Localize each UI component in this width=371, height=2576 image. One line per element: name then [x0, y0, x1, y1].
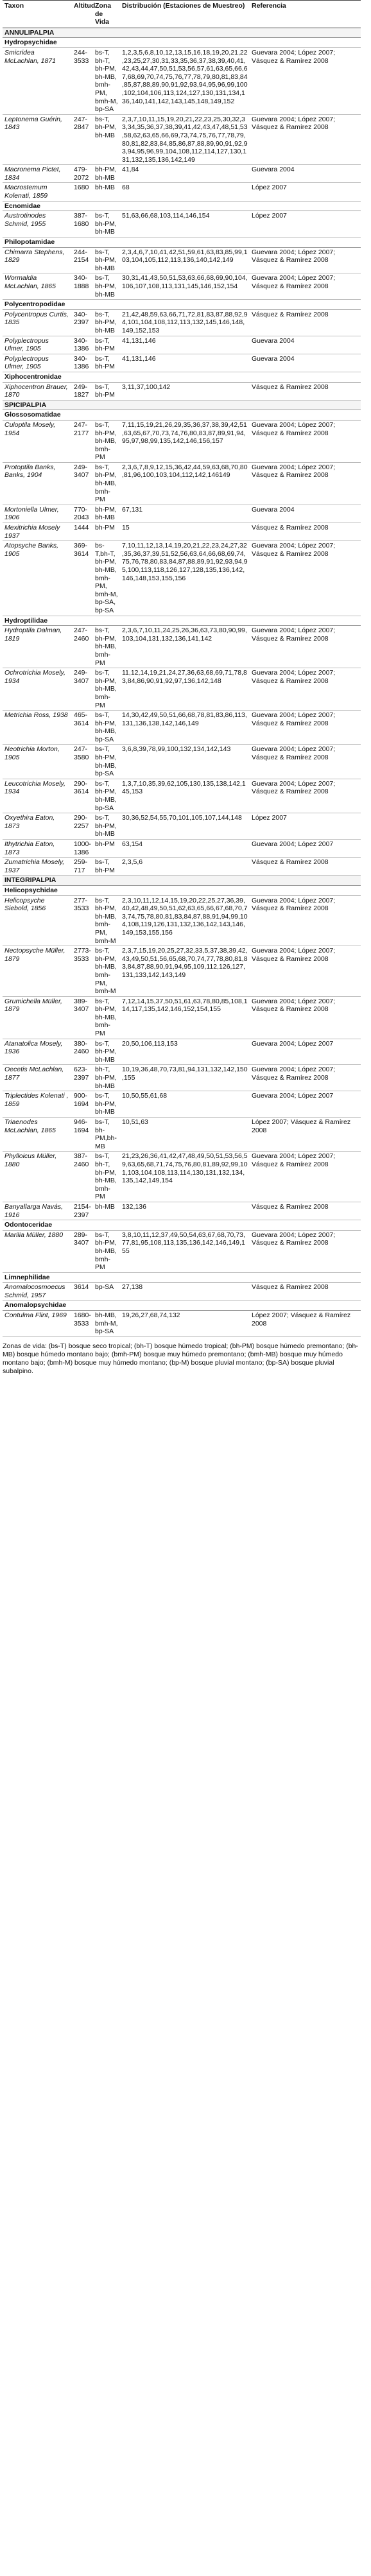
- reference-cell: Guevara 2004; López 2007: [250, 1091, 361, 1118]
- header-distribucion: Distribución (Estaciones de Muestreo): [120, 1, 250, 28]
- zona-cell: bs-T, bh-PM, bh-MB, bmh-PM: [93, 668, 120, 711]
- order-row: [3, 876, 361, 886]
- reference-cell: Guevara 2004: [250, 505, 361, 523]
- distribution-cell: 63,154: [120, 840, 250, 858]
- distribution-cell: 2,3,10,11,12,14,15,19,20,22,25,27,36,39,40,42,48,49,50,51,62,63,65,66,67,68,70,73,74,75,78,80,81,83,84,87,88,91,94,99,104,108,119,126,131,132,136,142,143,146,149,153,155,156: [120, 895, 250, 946]
- taxon-cell: Protoptila Banks, Banks, 1904: [3, 462, 72, 505]
- family-name: Helicopsychidae: [3, 885, 361, 895]
- reference-cell: Guevara 2004; López 2007; Vásquez & Ramírez 2008: [250, 247, 361, 273]
- reference-cell: López 2007; Vásquez & Ramírez 2008: [250, 1311, 361, 1337]
- table-row: [3, 1065, 361, 1091]
- distribution-cell: 2,3,7,15,19,20,25,27,32,33,5,37,38,39,42,43,49,50,51,56,65,68,70,74,77,78,80,81,83,84,87,88,90,91,94,95,109,112,126,127,131,133,142,143,149: [120, 946, 250, 997]
- table-row: [3, 541, 361, 616]
- taxon-cell: Chimarra Stephens, 1829: [3, 247, 72, 273]
- altitud-cell: 3614: [72, 1283, 93, 1301]
- taxon-cell: Triaenodes McLachlan, 1865: [3, 1118, 72, 1152]
- zona-cell: bh-MB: [93, 1202, 120, 1220]
- altitud-cell: 247-2847: [72, 114, 93, 165]
- table-row: [3, 626, 361, 668]
- distribution-cell: 3,8,10,11,12,37,49,50,54,63,67,68,70,73,77,81,95,108,113,135,136,142,146,149,155: [120, 1230, 250, 1272]
- altitud-cell: 1680: [72, 183, 93, 201]
- zona-cell: bs-T, bh-PM, bh-MB: [93, 813, 120, 840]
- order-name: INTEGRIPALPIA: [3, 876, 361, 886]
- reference-cell: Vásquez & Ramírez 2008: [250, 1202, 361, 1220]
- taxon-cell: Mexitrichia Mosely 1937: [3, 523, 72, 541]
- table-row: [3, 309, 361, 336]
- reference-cell: Guevara 2004; López 2007; Vásquez & Ramírez 2008: [250, 745, 361, 779]
- table-row: [3, 505, 361, 523]
- table-row: [3, 114, 361, 165]
- table-row: [3, 813, 361, 840]
- altitud-cell: 389-3407: [72, 996, 93, 1039]
- zona-cell: bh-T, bh-PM, bh-MB: [93, 1065, 120, 1091]
- zona-cell: bh-PM: [93, 840, 120, 858]
- table-row: [3, 745, 361, 779]
- altitud-cell: 479-2072: [72, 165, 93, 183]
- altitud-cell: 247-3580: [72, 745, 93, 779]
- header-altitud: Altitud: [72, 1, 93, 28]
- reference-cell: López 2007: [250, 183, 361, 201]
- table-row: [3, 946, 361, 997]
- table-row: [3, 273, 361, 300]
- family-row: [3, 1272, 361, 1283]
- family-row: [3, 201, 361, 211]
- distribution-cell: 20,50,106,113,153: [120, 1039, 250, 1065]
- zona-cell: bh-MB, bmh-M, bp-SA: [93, 1311, 120, 1337]
- taxon-cell: Wormaldia McLachlan, 1865: [3, 273, 72, 300]
- table-row: [3, 523, 361, 541]
- zona-cell: bs-T, bh-PM,bh-MB: [93, 1118, 120, 1152]
- altitud-cell: 900-1694: [72, 1091, 93, 1118]
- table-row: [3, 1311, 361, 1337]
- taxon-cell: Polyplectropus Ulmer, 1905: [3, 336, 72, 354]
- zona-cell: bs-T, bh-PM, bh-MB: [93, 247, 120, 273]
- altitud-cell: 380-2460: [72, 1039, 93, 1065]
- family-name: Xiphocentronidae: [3, 372, 361, 382]
- family-row: [3, 885, 361, 895]
- altitud-cell: 1000-1386: [72, 840, 93, 858]
- family-row: [3, 38, 361, 48]
- taxon-cell: Ochrotrichia Mosely, 1934: [3, 668, 72, 711]
- altitud-cell: 247-2460: [72, 626, 93, 668]
- family-name: Limnephilidae: [3, 1272, 361, 1283]
- taxon-cell: Anomalocosmoecus Schmid, 1957: [3, 1283, 72, 1301]
- reference-cell: Vásquez & Ramírez 2008: [250, 1283, 361, 1301]
- table-body: [3, 28, 361, 1336]
- distribution-cell: 30,36,52,54,55,70,101,105,107,144,148: [120, 813, 250, 840]
- zona-cell: bs-T, bh-T, bh-PM, bh-MB, bmh-PM, bmh-M, bp-SA: [93, 48, 120, 114]
- zona-cell: bs-T, bh-PM, bh-MB, bmh-PM, bmh-M: [93, 946, 120, 997]
- table-row: [3, 1039, 361, 1065]
- family-row: [3, 372, 361, 382]
- distribution-cell: 10,50,55,61,68: [120, 1091, 250, 1118]
- zona-cell: bs-T, bh-PM, bh-MB, bmh-PM: [93, 462, 120, 505]
- table-row: [3, 382, 361, 400]
- distribution-cell: 132,136: [120, 1202, 250, 1220]
- table-row: [3, 779, 361, 813]
- reference-cell: Guevara 2004; López 2007; Vásquez & Ramírez 2008: [250, 48, 361, 114]
- altitud-cell: 946-1694: [72, 1118, 93, 1152]
- taxon-cell: Atopsyche Banks, 1905: [3, 541, 72, 616]
- taxon-cell: Banyallarga Navás, 1916: [3, 1202, 72, 1220]
- family-name: Hydropsychidae: [3, 38, 361, 48]
- taxon-cell: Culoptila Mosely, 1954: [3, 420, 72, 462]
- family-row: [3, 300, 361, 310]
- altitud-cell: 387-1680: [72, 211, 93, 238]
- distribution-cell: 30,31,41,43,50,51,53,63,66,68,69,90,104,106,107,108,113,131,145,146,152,154: [120, 273, 250, 300]
- distribution-cell: 2,3,4,6,7,10,41,42,51,59,61,63,83,85,99,103,104,105,112,113,136,140,142,149: [120, 247, 250, 273]
- zona-cell: bs-T,bh-T, bh-PM, bh-MB, bmh-PM, bmh-M, bp-SA, bp-SA: [93, 541, 120, 616]
- distribution-cell: 2,3,5,6: [120, 858, 250, 876]
- zona-cell: bs-T, bh-PM, bh-MB, bp-SA: [93, 779, 120, 813]
- table-row: [3, 336, 361, 354]
- taxon-cell: Atanatolica Mosely, 1936: [3, 1039, 72, 1065]
- reference-cell: Vásquez & Ramírez 2008: [250, 382, 361, 400]
- distribution-cell: 27,138: [120, 1283, 250, 1301]
- taxon-cell: Helicopsyche Siebold, 1856: [3, 895, 72, 946]
- family-row: [3, 1301, 361, 1311]
- altitud-cell: 340-2397: [72, 309, 93, 336]
- zona-cell: bs-T, bh-PM: [93, 858, 120, 876]
- zona-cell: bs-T, bh-PM, bh-MB: [93, 211, 120, 238]
- reference-cell: Guevara 2004; López 2007; Vásquez & Ramírez 2008: [250, 996, 361, 1039]
- table-row: [3, 211, 361, 238]
- family-name: Glossosomatidae: [3, 410, 361, 420]
- order-row: [3, 28, 361, 38]
- reference-cell: Guevara 2004: [250, 336, 361, 354]
- distribution-cell: 7,10,11,12,13,14,19,20,21,22,23,24,27,32,35,36,37,39,51,52,56,63,64,66,68,69,74,75,76,78,80,83,84,87,88,89,91,92,93,94,95,100,113,118,126,127,128,135,136,142,146,148,153,155,156: [120, 541, 250, 616]
- zona-cell: bs-T, bh-PM, bh-MB: [93, 273, 120, 300]
- taxon-cell: Triplectides Kolenati , 1859: [3, 1091, 72, 1118]
- distribution-cell: 14,30,42,49,50,51,66,68,78,81,83,86,113,131,136,138,142,146,149: [120, 711, 250, 745]
- distribution-cell: 41,131,146: [120, 354, 250, 372]
- zona-cell: bp-SA: [93, 1283, 120, 1301]
- taxon-cell: Mortoniella Ulmer, 1906: [3, 505, 72, 523]
- reference-cell: Guevara 2004; López 2007: [250, 840, 361, 858]
- distribution-cell: 3,11,37,100,142: [120, 382, 250, 400]
- reference-cell: Guevara 2004; López 2007; Vásquez & Ramírez 2008: [250, 895, 361, 946]
- life-zones-footnote: Zonas de vida: (bs-T) bosque seco tropical; (bh-T) bosque húmedo tropical; (bh-PM) bosque húmedo premontano; (bh-MB) bosque húmedo montano bajo; (bmh-PM) bosque muy húmedo premontano; (bmh-MB) bosque muy húmedo montano bajo; (bmh-M) bosque muy húmedo montano; (bp-M) bosque pluvial montano; (bp-SA) bosque pluvial subalpino.: [3, 1342, 358, 1375]
- altitud-cell: 244-2154: [72, 247, 93, 273]
- header-row: [3, 1, 361, 28]
- distribution-cell: 10,19,36,48,70,73,81,94,131,132,142,150,155: [120, 1065, 250, 1091]
- distribution-cell: 2,3,6,7,8,9,12,15,36,42,44,59,63,68,70,80,81,96,100,103,104,112,142,146149: [120, 462, 250, 505]
- altitud-cell: 387-2460: [72, 1152, 93, 1202]
- family-row: [3, 1220, 361, 1231]
- zona-cell: bs-T, bh-T, bh-PM, bh-MB, bmh-PM: [93, 1152, 120, 1202]
- taxon-cell: Hydroptila Dalman, 1819: [3, 626, 72, 668]
- taxon-cell: Phylloicus Müller, 1880: [3, 1152, 72, 1202]
- distribution-cell: 15: [120, 523, 250, 541]
- zona-cell: bh-MB: [93, 183, 120, 201]
- order-name: SPICIPALPIA: [3, 400, 361, 410]
- table-row: [3, 668, 361, 711]
- taxon-cell: Neotrichia Morton, 1905: [3, 745, 72, 779]
- distribution-cell: 67,131: [120, 505, 250, 523]
- distribution-cell: 7,12,14,15,37,50,51,61,63,78,80,85,108,114,117,135,142,146,152,154,155: [120, 996, 250, 1039]
- zona-cell: bs-T, bh-PM, bh-MB, bmh-PM, bmh-M: [93, 895, 120, 946]
- reference-cell: Guevara 2004; López 2007; Vásquez & Ramírez 2008: [250, 711, 361, 745]
- altitud-cell: 249-3407: [72, 462, 93, 505]
- reference-cell: Guevara 2004; López 2007; Vásquez & Ramírez 2008: [250, 420, 361, 462]
- altitud-cell: 1444: [72, 523, 93, 541]
- reference-cell: Guevara 2004; López 2007; Vásquez & Ramírez 2008: [250, 462, 361, 505]
- taxon-cell: Contulma Flint, 1969: [3, 1311, 72, 1337]
- reference-cell: Guevara 2004; López 2007; Vásquez & Ramírez 2008: [250, 541, 361, 616]
- altitud-cell: 2154-2397: [72, 1202, 93, 1220]
- taxon-cell: Polycentropus Curtis, 1835: [3, 309, 72, 336]
- distribution-cell: 1,2,3,5,6,8,10,12,13,15,16,18,19,20,21,22,23,25,27,30,31,33,35,36,37,38,39,40,41,42,43,44,47,50,51,53,56,57,61,63,65,66,67,68,69,70,74,75,76,77,78,79,80,81,83,84,85,87,88,89,90,91,92,93,94,95,96,99,100,102,104,106,113,124,127,130,131,134,136,140,141,142,143,145,148,149,152: [120, 48, 250, 114]
- reference-cell: López 2007: [250, 813, 361, 840]
- taxon-cell: Oecetis McLachlan, 1877: [3, 1065, 72, 1091]
- taxon-cell: Xiphocentron Brauer, 1870: [3, 382, 72, 400]
- altitud-cell: 290-3614: [72, 779, 93, 813]
- distribution-cell: 2,3,7,10,11,15,19,20,21,22,23,25,30,32,33,34,35,36,37,38,39,41,42,43,47,48,51,53,58,62,63,65,66,69,73,74,75,76,77,78,79,80,81,82,83,84,85,86,87,88,89,90,91,92,93,94,95,96,99,104,108,112,114,127,130,131,132,135,136,142,149: [120, 114, 250, 165]
- taxon-cell: Metrichia Ross, 1938: [3, 711, 72, 745]
- family-name: Anomalopsychidae: [3, 1301, 361, 1311]
- distribution-cell: 2,3,6,7,10,11,24,25,26,36,63,73,80,90,99,103,104,131,132,136,141,142: [120, 626, 250, 668]
- zona-cell: bs-T, bh-PM, bh-MB: [93, 1091, 120, 1118]
- zona-cell: bs-T, bh-PM: [93, 336, 120, 354]
- reference-cell: Guevara 2004; López 2007; Vásquez & Ramírez 2008: [250, 1065, 361, 1091]
- family-name: Polycentropodidae: [3, 300, 361, 310]
- altitud-cell: 623-2397: [72, 1065, 93, 1091]
- distribution-cell: 11,12,14,19,21,24,27,36,63,68,69,71,78,83,84,86,90,91,92,97,136,142,148: [120, 668, 250, 711]
- header-zona-de-vida: Zona de Vida: [93, 1, 120, 28]
- reference-cell: Guevara 2004: [250, 354, 361, 372]
- table-row: [3, 895, 361, 946]
- taxon-cell: Leptonema Guérin, 1843: [3, 114, 72, 165]
- taxon-cell: Marilia Müller, 1880: [3, 1230, 72, 1272]
- table-row: [3, 711, 361, 745]
- table-row: [3, 462, 361, 505]
- table-row: [3, 247, 361, 273]
- table-row: [3, 1118, 361, 1152]
- family-row: [3, 410, 361, 420]
- taxon-cell: Nectopsyche Müller, 1879: [3, 946, 72, 997]
- distribution-cell: 10,51,63: [120, 1118, 250, 1152]
- altitud-cell: 249-1827: [72, 382, 93, 400]
- distribution-cell: 19,26,27,68,74,132: [120, 1311, 250, 1337]
- taxon-cell: Zumatrichia Mosely, 1937: [3, 858, 72, 876]
- altitud-cell: 770-2043: [72, 505, 93, 523]
- altitud-cell: 290-2257: [72, 813, 93, 840]
- taxon-cell: Grumichella Müller, 1879: [3, 996, 72, 1039]
- family-name: Hydroptilidae: [3, 616, 361, 626]
- reference-cell: Guevara 2004; López 2007; Vásquez & Ramírez 2008: [250, 668, 361, 711]
- order-name: ANNULIPALPIA: [3, 28, 361, 38]
- reference-cell: Guevara 2004; López 2007; Vásquez & Ramírez 2008: [250, 626, 361, 668]
- reference-cell: Guevara 2004: [250, 165, 361, 183]
- taxon-cell: Smicridea McLachlan, 1871: [3, 48, 72, 114]
- table-row: [3, 858, 361, 876]
- taxon-cell: Oxyethira Eaton, 1873: [3, 813, 72, 840]
- table-row: [3, 354, 361, 372]
- distribution-cell: 68: [120, 183, 250, 201]
- table-row: [3, 1230, 361, 1272]
- table-row: [3, 48, 361, 114]
- zona-cell: bs-T, bh-PM, bh-MB, bmh-PM: [93, 626, 120, 668]
- zona-cell: bs-T, bh-PM, bh-MB, bmh-PM: [93, 1230, 120, 1272]
- altitud-cell: 2773-3533: [72, 946, 93, 997]
- zona-cell: bs-T, bh-PM, bh-MB, bmh-PM: [93, 996, 120, 1039]
- header-referencia: Referencia: [250, 1, 361, 28]
- reference-cell: Guevara 2004; López 2007; Vásquez & Ramírez 2008: [250, 1152, 361, 1202]
- header-taxon: Taxon: [3, 1, 72, 28]
- table-row: [3, 1202, 361, 1220]
- altitud-cell: 277-3533: [72, 895, 93, 946]
- table-row: [3, 183, 361, 201]
- altitud-cell: 340-1386: [72, 354, 93, 372]
- taxon-cell: Macronema Pictet, 1834: [3, 165, 72, 183]
- zona-cell: bh-PM, bh-MB: [93, 165, 120, 183]
- reference-cell: Guevara 2004; López 2007; Vásquez & Ramírez 2008: [250, 779, 361, 813]
- family-name: Odontoceridae: [3, 1220, 361, 1231]
- taxon-cell: Ithytrichia Eaton, 1873: [3, 840, 72, 858]
- zona-cell: bs-T, bh-PM, bh-MB: [93, 1039, 120, 1065]
- taxon-cell: Macrostemum Kolenati, 1859: [3, 183, 72, 201]
- zona-cell: bs-T, bh-PM: [93, 354, 120, 372]
- reference-cell: Vásquez & Ramírez 2008: [250, 523, 361, 541]
- table-row: [3, 1283, 361, 1301]
- zona-cell: bh-PM, bh-MB: [93, 505, 120, 523]
- altitud-cell: 249-3407: [72, 668, 93, 711]
- altitud-cell: 369-3614: [72, 541, 93, 616]
- reference-cell: Guevara 2004; López 2007; Vásquez & Ramírez 2008: [250, 1230, 361, 1272]
- altitud-cell: 340-1888: [72, 273, 93, 300]
- table-header: [3, 1, 361, 28]
- taxon-cell: Leucotrichia Mosely, 1934: [3, 779, 72, 813]
- distribution-cell: 21,23,26,36,41,42,47,48,49,50,51,53,56,59,63,65,68,71,74,75,76,80,81,89,92,99,101,103,104,108,113,114,130,131,132,134,135,142,149,154: [120, 1152, 250, 1202]
- altitud-cell: 1680-3533: [72, 1311, 93, 1337]
- family-name: Ecnomidae: [3, 201, 361, 211]
- distribution-cell: 41,84: [120, 165, 250, 183]
- reference-cell: López 2007; Vásquez & Ramírez 2008: [250, 1118, 361, 1152]
- taxon-cell: Polyplectropus Ulmer, 1905: [3, 354, 72, 372]
- family-row: [3, 238, 361, 248]
- family-name: Philopotamidae: [3, 238, 361, 248]
- zona-cell: bs-T, bh-PM, bh-MB, bp-SA: [93, 745, 120, 779]
- distribution-cell: 41,131,146: [120, 336, 250, 354]
- reference-cell: Guevara 2004; López 2007; Vásquez & Ramírez 2008: [250, 273, 361, 300]
- zona-cell: bh-PM: [93, 523, 120, 541]
- distribution-cell: 21,42,48,59,63,66,71,72,81,83,87,88,92,94,101,104,108,112,113,132,145,146,148,149,152,153: [120, 309, 250, 336]
- zona-cell: bs-T, bh-PM, bh-MB, bmh-PM: [93, 420, 120, 462]
- zona-cell: bs-T, bh-PM: [93, 382, 120, 400]
- altitud-cell: 247-2177: [72, 420, 93, 462]
- altitud-cell: 340-1386: [72, 336, 93, 354]
- reference-cell: Vásquez & Ramírez 2008: [250, 309, 361, 336]
- table-row: [3, 1152, 361, 1202]
- reference-cell: Vásquez & Ramírez 2008: [250, 858, 361, 876]
- zona-cell: bs-T, bh-PM, bh-MB, bp-SA: [93, 711, 120, 745]
- reference-cell: Guevara 2004; López 2007; Vásquez & Ramírez 2008: [250, 946, 361, 997]
- table-row: [3, 1091, 361, 1118]
- distribution-cell: 1,3,7,10,35,39,62,105,130,135,138,142,145,153: [120, 779, 250, 813]
- altitud-cell: 465-3614: [72, 711, 93, 745]
- reference-cell: López 2007: [250, 211, 361, 238]
- family-row: [3, 616, 361, 626]
- altitud-cell: 244-3533: [72, 48, 93, 114]
- table-row: [3, 165, 361, 183]
- table-row: [3, 996, 361, 1039]
- zona-cell: bs-T, bh-PM, bh-MB: [93, 114, 120, 165]
- caddisfly-distribution-table: [3, 0, 361, 1337]
- order-row: [3, 400, 361, 410]
- distribution-cell: 3,6,8,39,78,99,100,132,134,142,143: [120, 745, 250, 779]
- table-row: [3, 420, 361, 462]
- distribution-cell: 51,63,66,68,103,114,146,154: [120, 211, 250, 238]
- taxon-cell: Austrotinodes Schmid, 1955: [3, 211, 72, 238]
- zona-cell: bs-T, bh-PM, bh-MB: [93, 309, 120, 336]
- reference-cell: Guevara 2004; López 2007; Vásquez & Ramírez 2008: [250, 114, 361, 165]
- altitud-cell: 289-3407: [72, 1230, 93, 1272]
- table-row: [3, 840, 361, 858]
- reference-cell: Guevara 2004; López 2007: [250, 1039, 361, 1065]
- distribution-cell: 7,11,15,19,21,26,29,35,36,37,38,39,42,51,63,65,67,70,73,74,76,80,83,87,89,91,94,95,97,98,99,135,142,146,156,157: [120, 420, 250, 462]
- altitud-cell: 259-717: [72, 858, 93, 876]
